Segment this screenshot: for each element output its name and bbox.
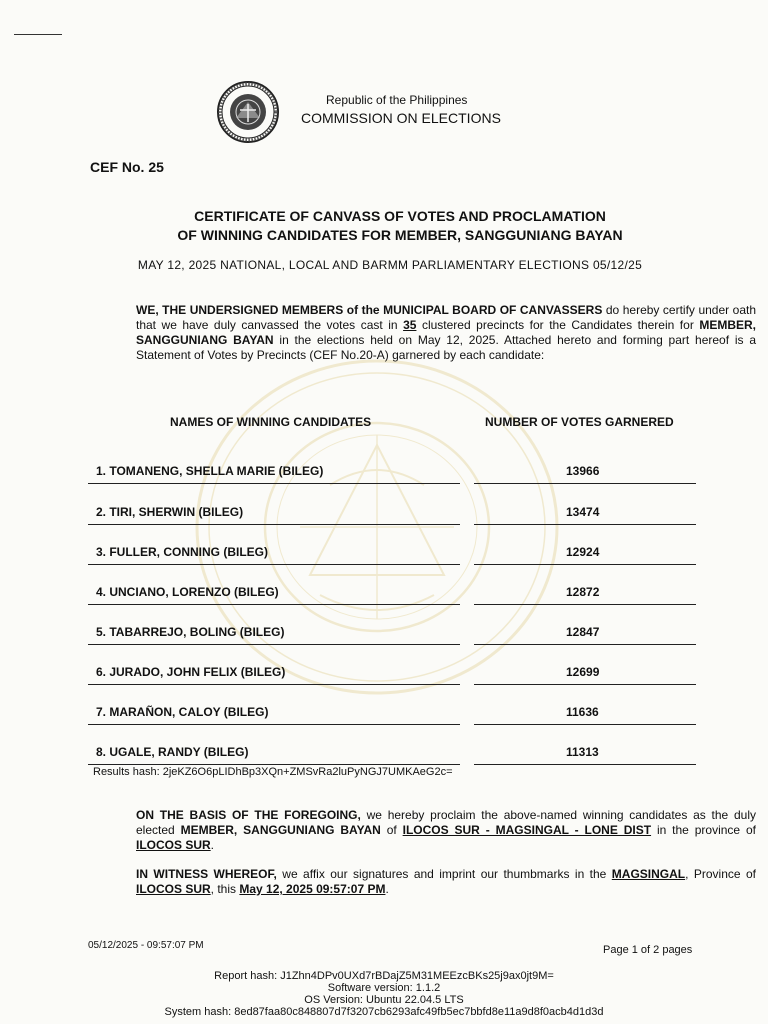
position-name: MEMBER, SANGGUNIANG BAYAN (136, 318, 756, 347)
page-indicator: Page 1 of 2 pages (603, 944, 693, 956)
name-underline (88, 724, 460, 725)
candidate-row (96, 745, 698, 765)
board-name: MUNICIPAL BOARD OF CANVASSERS (383, 303, 603, 317)
candidate-name: 5. TABARREJO, BOLING (BILEG) (96, 625, 285, 639)
certificate-title-line1: CERTIFICATE OF CANVASS OF VOTES AND PROCLAMATION (194, 208, 606, 224)
candidate-name: 7. MARAÑON, CALOY (BILEG) (96, 705, 269, 719)
report-hash: Report hash: J1Zhn4DPv0UXd7rBDajZ5M31MEEzcBKs25j9ax0jt9M= (214, 970, 554, 982)
candidate-name: 3. FULLER, CONNING (BILEG) (96, 545, 268, 559)
certification-text-2: clustered precincts for the Candidates therein for (416, 318, 700, 332)
name-underline (88, 644, 460, 645)
votes-underline (474, 684, 696, 685)
votes-underline (474, 724, 696, 725)
commission-heading: COMMISSION ON ELECTIONS (301, 110, 501, 126)
district-name: ILOCOS SUR - MAGSINGAL - LONE DIST (402, 823, 652, 837)
proclamation-text-1: we hereby proclaim the above-named winning candidates as the duly elected (136, 808, 756, 837)
province-name: ILOCOS SUR (136, 838, 211, 852)
election-subtitle: MAY 12, 2025 NATIONAL, LOCAL AND BARMM PARLIAMENTARY ELECTIONS 05/12/25 (137, 258, 643, 272)
candidate-votes: 13966 (566, 464, 600, 478)
comelec-seal-icon (216, 80, 280, 144)
certification-text-3: in the elections held on May 12, 2025. Attached hereto and forming part hereof is a Statement of Votes by Precincts (CEF No.20-A) garnered by each candidate: (136, 333, 757, 362)
print-timestamp: 05/12/2025 - 09:57:07 PM (88, 940, 204, 951)
proclamation-text-2: of (380, 823, 403, 837)
name-underline (88, 764, 460, 765)
form-number: CEF No. 25 (90, 159, 164, 175)
candidate-row (96, 625, 698, 645)
proclamation-lead: ON THE BASIS OF THE FOREGOING, (136, 808, 361, 822)
system-hash: System hash: 8ed87faa80c848807d7f3207cb6293afc49fb5ec7bbfd8e11a9d8f0acb4d1d3d (164, 1006, 604, 1018)
candidate-name: 1. TOMANENG, SHELLA MARIE (BILEG) (96, 464, 324, 478)
precinct-count: 35 (403, 318, 417, 332)
candidate-row (96, 464, 698, 484)
proclamation-text-3: in the province of (651, 823, 756, 837)
certificate-title-line2: OF WINNING CANDIDATES FOR MEMBER, SANGGUNIANG BAYAN (177, 227, 623, 243)
name-underline (88, 564, 460, 565)
name-underline (88, 483, 460, 484)
candidate-name: 4. UNCIANO, LORENZO (BILEG) (96, 585, 279, 599)
witness-text-3: , this (210, 882, 240, 896)
certification-text-1: do hereby certify under oath that we have duly canvassed the votes cast in (136, 303, 757, 332)
votes-underline (474, 604, 696, 605)
os-version: OS Version: Ubuntu 22.04.5 LTS (304, 994, 464, 1006)
undersigned-lead: WE, THE UNDERSIGNED MEMBERS (136, 303, 344, 317)
candidate-name: 8. UGALE, RANDY (BILEG) (96, 745, 249, 759)
corner-scan-mark (14, 34, 62, 35)
witness-province: ILOCOS SUR (136, 882, 211, 896)
proclaimed-position: MEMBER, SANGGUNIANG BAYAN (180, 823, 381, 837)
comelec-watermark-seal (190, 355, 565, 700)
results-hash: Results hash: 2jeKZ6O6pLIDhBp3XQn+ZMSvRa2luPyNGJ7UMKAeG2c= (93, 766, 453, 778)
candidate-votes: 12847 (566, 625, 600, 639)
votes-underline (474, 564, 696, 565)
votes-underline (474, 483, 696, 484)
votes-underline (474, 764, 696, 765)
candidate-row (96, 545, 698, 565)
candidate-votes: 11313 (566, 745, 599, 759)
candidate-name: 6. JURADO, JOHN FELIX (BILEG) (96, 665, 286, 679)
witness-text-2: , Province of (685, 867, 757, 881)
name-underline (88, 524, 460, 525)
names-column-header: NAMES OF WINNING CANDIDATES (170, 415, 372, 429)
candidate-votes: 12699 (566, 665, 600, 679)
witness-paragraph (88, 867, 756, 897)
software-version: Software version: 1.1.2 (327, 982, 441, 994)
proclamation-datetime: May 12, 2025 09:57:07 PM (239, 882, 386, 896)
certification-paragraph (88, 303, 756, 363)
votes-underline (474, 644, 696, 645)
of-the-text: of the (343, 303, 384, 317)
municipality-name: MAGSINGAL (611, 867, 686, 881)
candidate-votes: 12924 (566, 545, 600, 559)
candidate-votes: 11636 (566, 705, 599, 719)
name-underline (88, 604, 460, 605)
votes-underline (474, 524, 696, 525)
candidate-row (96, 505, 698, 525)
votes-column-header: NUMBER OF VOTES GARNERED (485, 415, 674, 429)
name-underline (88, 684, 460, 685)
candidate-name: 2. TIRI, SHERWIN (BILEG) (96, 505, 244, 519)
candidate-row (96, 665, 698, 685)
witness-text-1: we affix our signatures and imprint our thumbmarks in the (276, 867, 612, 881)
candidate-row (96, 585, 698, 605)
candidate-votes: 13474 (566, 505, 600, 519)
witness-lead: IN WITNESS WHEREOF, (136, 867, 277, 881)
witness-text-4: . (385, 882, 389, 896)
proclamation-text-4: . (210, 838, 215, 852)
candidate-row (96, 705, 698, 725)
candidate-votes: 12872 (566, 585, 600, 599)
proclamation-paragraph (88, 808, 756, 853)
republic-heading: Republic of the Philippines (326, 93, 468, 107)
